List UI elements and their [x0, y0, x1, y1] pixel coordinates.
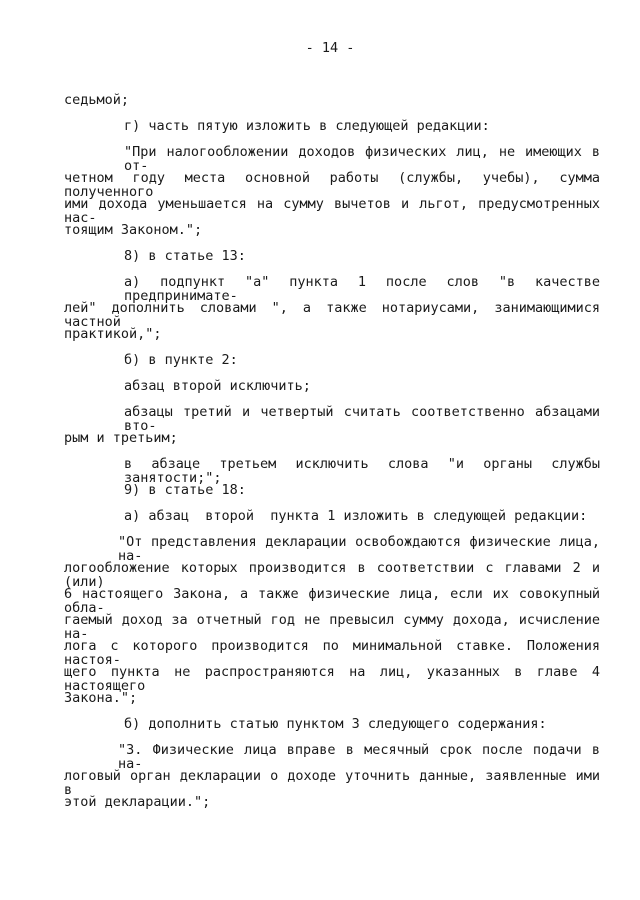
text-line: а) абзац второй пункта 1 изложить в следующей редакции: [124, 508, 588, 524]
text-line: Закона."; [64, 690, 138, 706]
text-line: б) в пункте 2: [124, 352, 238, 368]
text-line: лога с которого производится по минимальной ставке. Положения настоя- [64, 638, 600, 668]
text-line: абзацы третий и четвертый считать соответственно абзацами вто- [124, 404, 600, 434]
text-line: г) часть пятую изложить в следующей редакции: [124, 118, 490, 134]
text-line: щего пункта не распространяются на лиц, указанных в главе 4 настоящего [64, 664, 600, 694]
text-line: лей" дополнить словами ", а также нотариусами, занимающимися частной [64, 300, 600, 330]
page-number: - 14 - [305, 40, 355, 56]
text-line: 8) в статье 13: [124, 248, 246, 264]
text-line: 6 настоящего Закона, а также физические лица, если их совокупный обла- [64, 586, 600, 616]
text-line: тоящим Законом."; [64, 222, 203, 238]
text-line: гаемый доход за отчетный год не превысил сумму дохода, исчисление на- [64, 612, 600, 642]
text-line: в абзаце третьем исключить слова "и органы службы занятости;"; [124, 456, 600, 486]
text-line: ими дохода уменьшается на сумму вычетов и льгот, предусмотренных нас- [64, 196, 600, 226]
text-line: б) дополнить статью пунктом 3 следующего содержания: [124, 716, 547, 732]
text-line: седьмой; [64, 92, 130, 108]
text-line: этой декларации."; [64, 794, 211, 810]
text-line: практикой,"; [64, 326, 162, 342]
text-line: логообложение которых производится в соответствии с главами 2 и (или) [64, 560, 600, 590]
text-line: четном году места основной работы (службы, учебы), сумма полученного [64, 170, 600, 200]
text-line: а) подпункт "а" пункта 1 после слов "в качестве предпринимате- [124, 274, 600, 304]
text-line: "При налогообложении доходов физических лиц, не имеющих в от- [124, 144, 600, 174]
text-line: "3. Физические лица вправе в месячный срок после подачи в на- [118, 742, 600, 772]
text-line: "От представления декларации освобождаются физические лица, на- [118, 534, 600, 564]
text-line: логовый орган декларации о доходе уточнить данные, заявленные ими в [64, 768, 600, 798]
text-line: абзац второй исключить; [124, 378, 311, 394]
text-line: 9) в статье 18: [124, 482, 246, 498]
text-line: рым и третьим; [64, 430, 178, 446]
